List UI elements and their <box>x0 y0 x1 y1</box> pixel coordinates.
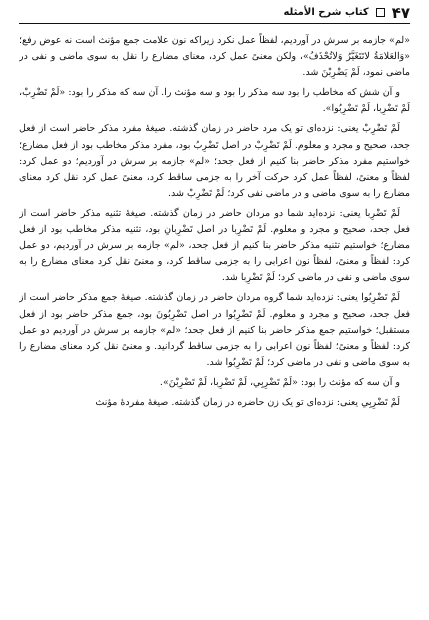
text-line: جمع مذکر حاضر بود از فعل مستقبل؛ خواستیم جمع مذکر حاضر بنا کنیم از فعل <box>19 308 410 336</box>
text-line: «لم» جازمه بر سرش در آوردیم، لفظاً عمل نکرد زیراکه نون علامت جمع مؤنث <box>98 35 410 46</box>
paragraph-p6 <box>19 375 410 391</box>
paragraph-p1 <box>19 33 410 81</box>
paragraph-p2 <box>19 85 410 117</box>
paragraph-p7 <box>19 395 410 411</box>
text-line: حاضر است از فعل جحد، صحیح و مجرد و معلوم. لَمْ تَضْرِبْ در اصل تَضْرِبُ بود، <box>19 123 410 151</box>
text-line: به جزمی ساقط گردانید. و معنیً نقل کرد معنای مضارع را به سوی ماضی و نفی در <box>19 340 410 368</box>
text-line: جحد؛ «لم» جازمه بر سرش در آوردیم؛ دو عمل کرد: لفظاً و معنیً، لفظاً عمل کرد <box>19 155 410 183</box>
text-line: ماضی و در ماضی نفی کرد؛ لَمْ تَضْرِبْ شد. <box>168 187 337 199</box>
paragraph-p5 <box>19 290 410 370</box>
body-text <box>19 33 410 618</box>
text-line: به جزمی ساقط کرد، و معنیً نقل کرد معنای مضارع را به سوی ماضی و نفی در ماضی <box>19 256 410 284</box>
header-divider <box>19 23 410 24</box>
text-line: لَمْ تَضْرِبا یعنی: نزده‌اید شما دو مردان حاضر در زمان گذشته. صیغهٔ تثنیه مذکر <box>80 207 400 219</box>
text-line: حرکت آخر را به جزمی ساقط کرد، معنیً عمل کرد نقل کرد معنای مضارع را به سوی <box>19 171 410 199</box>
text-line: لَمْ تَضْرِبُوا یعنی: نزده‌اید شما گروه مردان حاضر در زمان گذشته. صیغهٔ جمع مذکر <box>78 292 400 304</box>
paragraph-p3 <box>19 121 410 201</box>
text-line: حاضر است از فعل جحد، صحیح و مجرد و معلوم. لَمْ تَضْرِبا در اصل تَضْرِبانِ بود، <box>19 207 410 236</box>
text-line: لَمْ تَضْرِبْ یعنی: نزده‌ای تو یک مرد حاضر در زمان گذشته. صیغهٔ مفرد مذکر <box>98 123 400 135</box>
text-line: تثنیه مذکر مخاطب بود از فعل مضارع؛ خواستیم تثنیه مذکر حاضر بنا کنیم از فعل <box>19 224 410 252</box>
text-line: نقل به سوی ماضی و نفی در ماضی نمود، لَمْ یَضْرِبْنَ شد. <box>19 51 410 79</box>
text-line: «لَمْ تَضْرِبْ، لَمْ تَضْرِبا، لَمْ تَضْرِبُوا». <box>19 87 410 115</box>
page-header <box>19 3 410 22</box>
text-line: جحد؛ «لم» جازمه بر سرش در آوردیم دو عمل کرد: لفظاً و معنیً؛ لفظاً نون اعرابی را <box>19 324 410 352</box>
text-line: مفرد مذکر مخاطب بود از فعل مضارع؛ خواستیم مفرد مذکر حاضر بنا کنیم از فعل <box>19 139 410 167</box>
text-line: جحد، «لم» جازمه بر سرش در آوردیم، دو عمل کرد: لفظاً و معنیً، لفظاً نون اعرابی را <box>19 240 410 268</box>
text-line: کرد؛ لَمْ تَضْرِبا شد. <box>221 272 295 284</box>
text-line: و آن شش که مخاطب را بود سه مذکر را بود و سه مؤنث را. آن سه که مذکر را بود: <box>68 87 400 99</box>
square-ornament-icon <box>376 8 385 17</box>
page-number: ۴۷ <box>391 3 410 22</box>
text-line: و آن سه که مؤنث را بود: «لَمْ تَضْرِبِي، لَمْ تَضْرِبا، لَمْ تَضْرِبْنَ». <box>159 376 400 388</box>
text-line: ماضی کرد؛ لَمْ تَضْرِبُوا شد. <box>206 356 312 368</box>
text-line: لَمْ تَضْرِبِي یعنی: نزده‌ای تو یک زن حاضره در زمان گذشته. صیغهٔ مفردهٔ مؤنث <box>95 396 400 408</box>
book-title: کتاب شرح الأمثله <box>283 7 369 18</box>
text-line: حاضر است از فعل جحد، صحیح و مجرد و معلوم. لَمْ تَضْرِبُوا در اصل تَضْرِبُونَ بود، <box>19 292 410 320</box>
text-line: است نه عوض رفع؛ «وَالعَلامَةُ لاتَتَغَیَّرُ وَلاتُحْذَفُ»، ولکن معنیً عمل کرد، معنای مضارع را <box>19 35 410 63</box>
paragraph-p4 <box>19 206 410 286</box>
